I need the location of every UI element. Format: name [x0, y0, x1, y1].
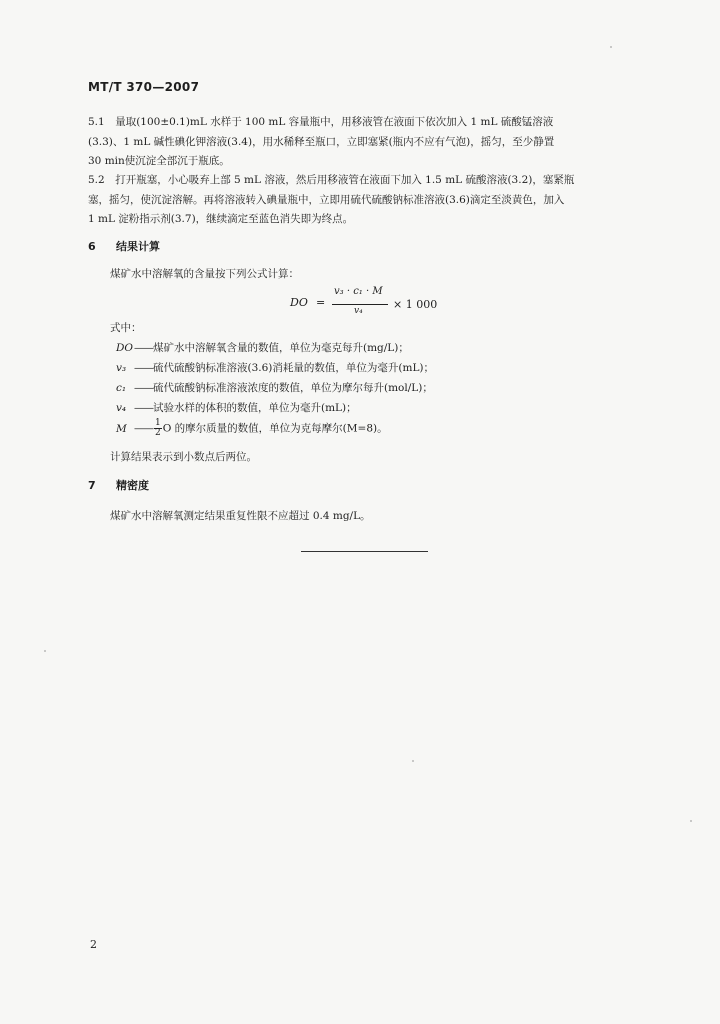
section-title: 结果计算 [116, 240, 160, 253]
rounding-note: 计算结果表示到小数点后两位。 [110, 451, 257, 463]
formula-lhs: DO [290, 296, 308, 309]
fraction-bar [332, 304, 388, 305]
fraction-numerator: 1 [155, 418, 161, 428]
formula-numerator: v₃ · c₁ · M [334, 286, 383, 297]
definition-symbol: v₃ [116, 362, 127, 374]
where-label: 式中： [110, 322, 142, 334]
definition-v4 [116, 400, 357, 415]
standard-number-header: MT/T 370—2007 [88, 80, 200, 94]
section-5-2-paragraph [88, 171, 653, 230]
paragraph-line: (3.3)、1 mL 碱性碘化钾溶液(3.4)，用水稀释至瓶口，立即塞紧(瓶内不应有气泡)，摇匀，至少静置 [88, 135, 555, 148]
section-number: 6 [88, 240, 96, 253]
formula-intro: 煤矿水中溶解氧的含量按下列公式计算： [110, 268, 299, 280]
paragraph-line: 5.1 量取(100±0.1)mL 水样于 100 mL 容量瓶中，用移液管在液面下依次加入 1 mL 硫酸锰溶液 [88, 116, 554, 128]
paragraph-line: 30 min使沉淀全部沉于瓶底。 [88, 155, 230, 167]
formula-denominator: v₄ [354, 306, 363, 316]
section-7-heading [88, 477, 149, 493]
definition-dash: —— [134, 362, 153, 374]
formula-multiplier: × 1 000 [393, 298, 438, 311]
do-formula [290, 286, 490, 326]
definition-dash: —— [134, 422, 153, 435]
paragraph-line: 5.2 打开瓶塞，小心吸弃上部 5 mL 溶液，然后用移液管在液面下加入 1.5 mL 硫酸溶液(3.2)，塞紧瓶 [88, 174, 575, 186]
formula-equals: = [316, 296, 326, 309]
paragraph-line: 1 mL 淀粉指示剂(3.7)，继续滴定至蓝色消失即为终点。 [88, 213, 354, 225]
definition-dash: —— [134, 382, 153, 394]
definition-text: 硫代硫酸钠标准溶液浓度的数值，单位为摩尔每升(mol/L)； [153, 382, 433, 394]
scan-speck [44, 650, 46, 652]
definition-m [116, 419, 388, 438]
definition-symbol: DO [116, 342, 134, 354]
fraction-denominator: 2 [155, 428, 161, 438]
definition-c1 [116, 380, 433, 395]
half-fraction [154, 419, 162, 438]
definition-text: 硫代硫酸钠标准溶液(3.6)消耗量的数值，单位为毫升(mL)； [153, 362, 435, 374]
paragraph-line: 塞，摇匀，使沉淀溶解。再将溶液转入碘量瓶中，立即用硫代硫酸钠标准溶液(3.6)滴定至淡黄色，加入 [88, 193, 565, 206]
definition-symbol: v₄ [116, 402, 127, 414]
section-title: 精密度 [116, 479, 149, 492]
definition-do [116, 340, 409, 355]
section-5-1-paragraph [88, 113, 653, 172]
scan-speck [690, 820, 692, 822]
definition-symbol: M [116, 422, 127, 435]
page-number: 2 [90, 938, 97, 951]
definition-dash: —— [134, 402, 153, 414]
section-6-heading [88, 238, 160, 254]
definition-symbol: c₁ [116, 382, 127, 394]
precision-statement: 煤矿水中溶解氧测定结果重复性限不应超过 0.4 mg/L。 [110, 510, 371, 522]
definition-dash: —— [134, 342, 153, 354]
scan-speck [610, 46, 612, 48]
section-number: 7 [88, 479, 96, 492]
definition-text: 煤矿水中溶解氧含量的数值，单位为毫克每升(mg/L)； [153, 342, 409, 354]
definition-text: O 的摩尔质量的数值，单位为克每摩尔(M=8)。 [162, 422, 388, 435]
definition-text: 试验水样的体积的数值，单位为毫升(mL)； [153, 402, 357, 414]
end-rule [301, 551, 428, 552]
definition-v3 [116, 360, 434, 375]
scan-speck [412, 760, 414, 762]
